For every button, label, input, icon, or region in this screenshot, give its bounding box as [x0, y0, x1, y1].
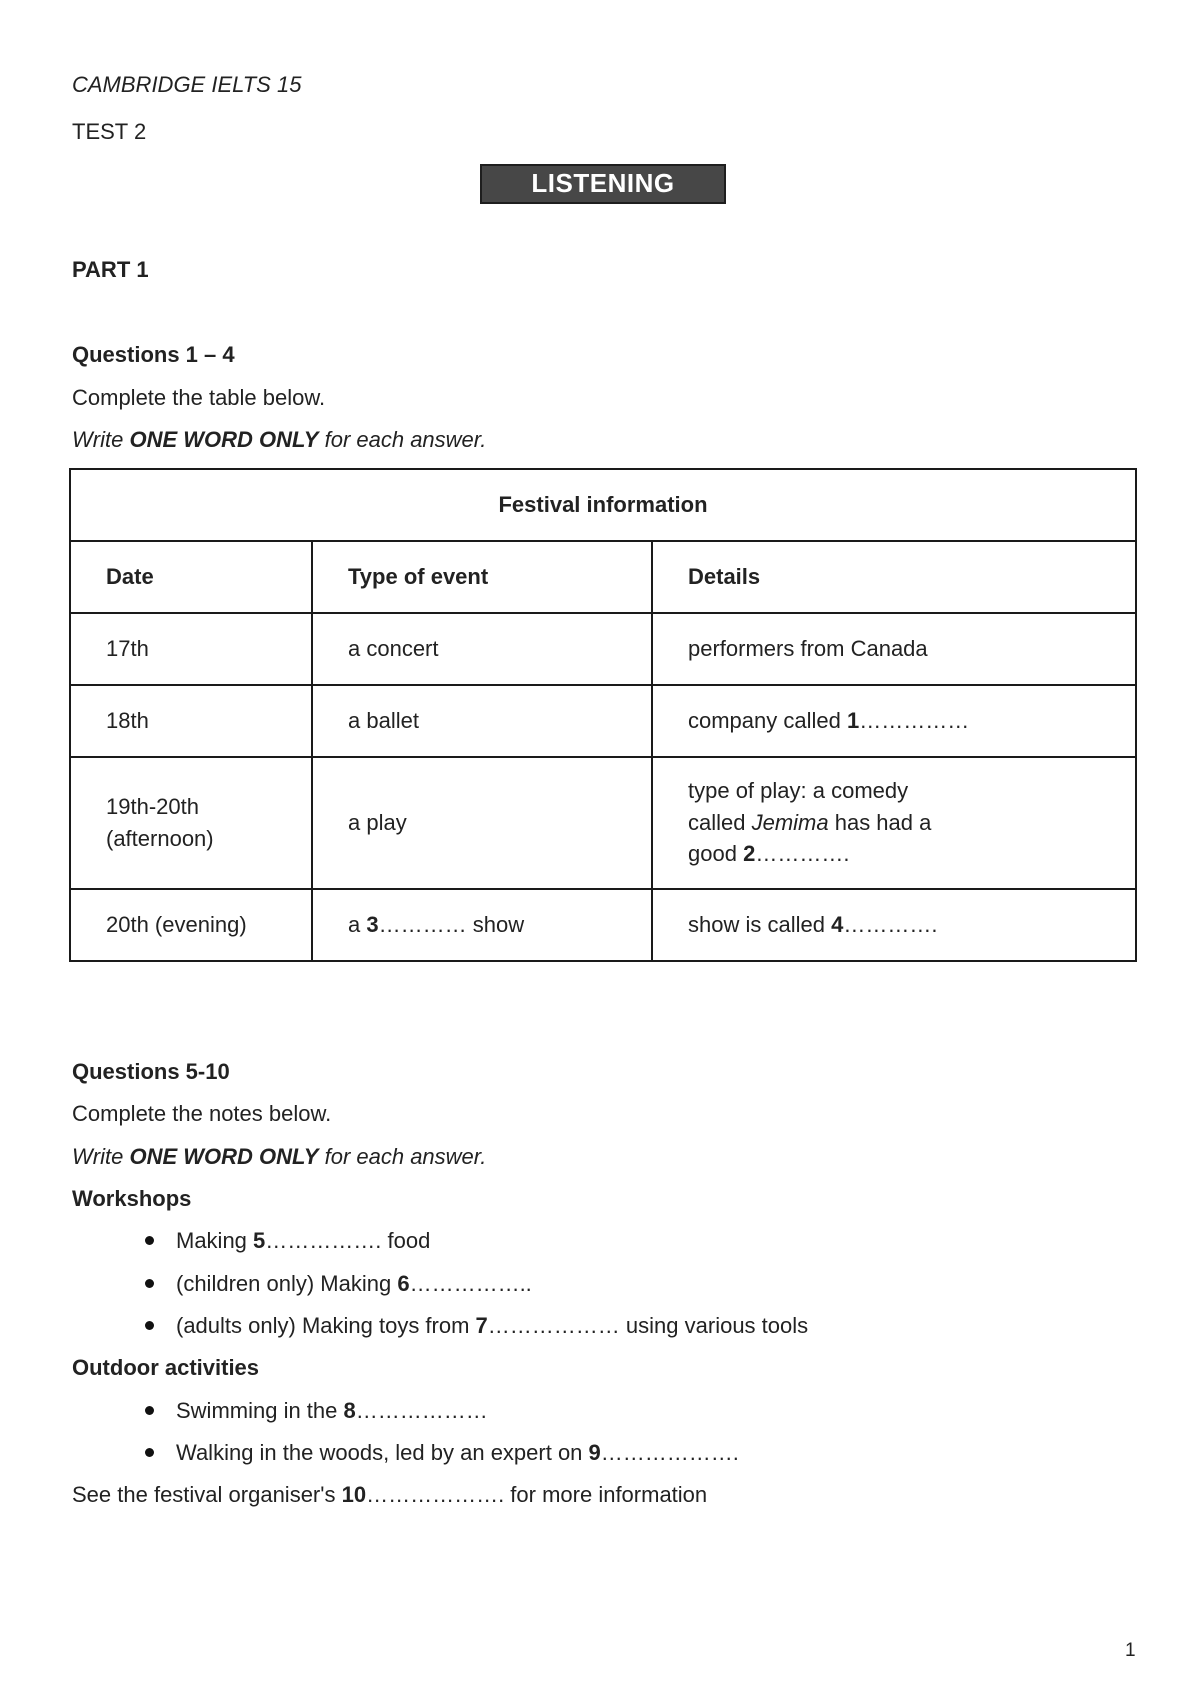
questions-5-10-heading: Questions 5-10 — [72, 1059, 230, 1084]
column-header-date: Date — [70, 541, 312, 613]
cell-details: performers from Canada — [652, 613, 1136, 685]
details-line — [688, 810, 1135, 836]
answer-blank: ………… — [378, 911, 473, 937]
date-line: 19th-20th — [106, 793, 199, 819]
play-title: Jemima — [751, 809, 829, 835]
answer-blank: ………………. — [600, 1440, 739, 1465]
answer-blank: ……………… — [355, 1398, 488, 1423]
bullet-icon — [145, 1406, 154, 1415]
festival-table — [69, 468, 1137, 962]
details-line: type of play: a comedy — [688, 778, 909, 804]
item-text: Swimming in the — [176, 1398, 344, 1423]
outdoor-heading: Outdoor activities — [72, 1355, 260, 1380]
cell-details — [652, 757, 1136, 889]
table-row — [70, 889, 1136, 961]
details-text: has had a — [828, 809, 932, 835]
question-number: 5 — [253, 1228, 266, 1253]
word-limit-pre: Write — [72, 427, 130, 452]
answer-blank: ……………… — [487, 1313, 626, 1338]
item-text: food — [387, 1228, 431, 1253]
word-limit-pre: Write — [72, 1144, 130, 1169]
cell-date: 20th (evening) — [70, 889, 312, 961]
questions-1-4-heading: Questions 1 – 4 — [72, 342, 235, 367]
section-banner-label: LISTENING — [531, 168, 675, 199]
cell-event: a play — [312, 757, 652, 889]
list-item — [145, 1228, 430, 1254]
questions-5-10-instruction: Complete the notes below. — [72, 1101, 332, 1126]
cell-date: 18th — [70, 685, 312, 757]
list-item — [145, 1271, 532, 1297]
workshops-heading: Workshops — [72, 1186, 192, 1211]
footer-text: See the festival organiser's — [72, 1482, 342, 1507]
question-number: 9 — [588, 1440, 601, 1465]
details-text: show is called — [688, 911, 832, 937]
answer-blank: …………. — [843, 911, 938, 937]
word-limit-bold: ONE WORD ONLY — [129, 1144, 319, 1169]
cell-details — [652, 889, 1136, 961]
part-heading: PART 1 — [72, 257, 149, 282]
date-line: (afternoon) — [106, 826, 214, 851]
item-text: using various tools — [625, 1313, 809, 1338]
cell-event — [312, 889, 652, 961]
cell-date — [70, 757, 312, 889]
question-number: 2 — [743, 841, 756, 867]
details-text: company called — [688, 707, 847, 733]
cell-date: 17th — [70, 613, 312, 685]
details-line — [688, 841, 1135, 867]
list-item — [145, 1313, 808, 1339]
question-number: 8 — [343, 1398, 356, 1423]
cell-event: a concert — [312, 613, 652, 685]
question-number: 6 — [397, 1271, 410, 1296]
table-title-row — [70, 469, 1136, 541]
table-header-row — [70, 541, 1136, 613]
answer-blank: …………. — [755, 841, 850, 867]
cell-event: a ballet — [312, 685, 652, 757]
question-number: 4 — [831, 911, 844, 937]
column-header-details: Details — [652, 541, 1136, 613]
question-number: 10 — [341, 1482, 367, 1507]
table-title: Festival information — [70, 469, 1136, 541]
item-text: Making — [176, 1228, 254, 1253]
item-text: (children only) Making — [176, 1271, 398, 1296]
list-item — [145, 1440, 739, 1466]
word-limit-bold: ONE WORD ONLY — [129, 427, 319, 452]
answer-blank: ……………. — [265, 1228, 388, 1253]
table-row — [70, 613, 1136, 685]
bullet-icon — [145, 1448, 154, 1457]
questions-1-4-instruction: Complete the table below. — [72, 385, 326, 410]
question-number: 3 — [366, 911, 379, 937]
word-limit-post: for each answer. — [318, 1144, 487, 1169]
answer-blank: …………….. — [409, 1271, 532, 1296]
question-number: 7 — [475, 1313, 488, 1338]
test-label: TEST 2 — [72, 119, 147, 144]
cell-details — [652, 685, 1136, 757]
event-text: a — [348, 911, 367, 937]
word-limit-post: for each answer. — [318, 427, 487, 452]
section-banner — [480, 164, 726, 204]
book-title: CAMBRIDGE IELTS 15 — [72, 72, 302, 97]
event-text: show — [472, 911, 525, 937]
footer-text: for more information — [510, 1482, 708, 1507]
questions-5-10-word-limit — [72, 1144, 486, 1170]
list-item — [145, 1398, 488, 1424]
answer-blank: ………………. — [366, 1482, 511, 1507]
item-text: (adults only) Making toys from — [176, 1313, 476, 1338]
column-header-type: Type of event — [312, 541, 652, 613]
item-text: Walking in the woods, led by an expert on — [176, 1440, 589, 1465]
page-number: 1 — [1125, 1640, 1136, 1661]
details-text: good — [688, 841, 744, 867]
table-row — [70, 685, 1136, 757]
questions-1-4-word-limit — [72, 427, 486, 453]
details-text: called — [688, 809, 752, 835]
table-row — [70, 757, 1136, 889]
bullet-icon — [145, 1279, 154, 1288]
bullet-icon — [145, 1321, 154, 1330]
bullet-icon — [145, 1236, 154, 1245]
footer-note — [72, 1482, 707, 1508]
question-number: 1 — [846, 707, 860, 733]
answer-blank: …………… — [859, 707, 970, 733]
